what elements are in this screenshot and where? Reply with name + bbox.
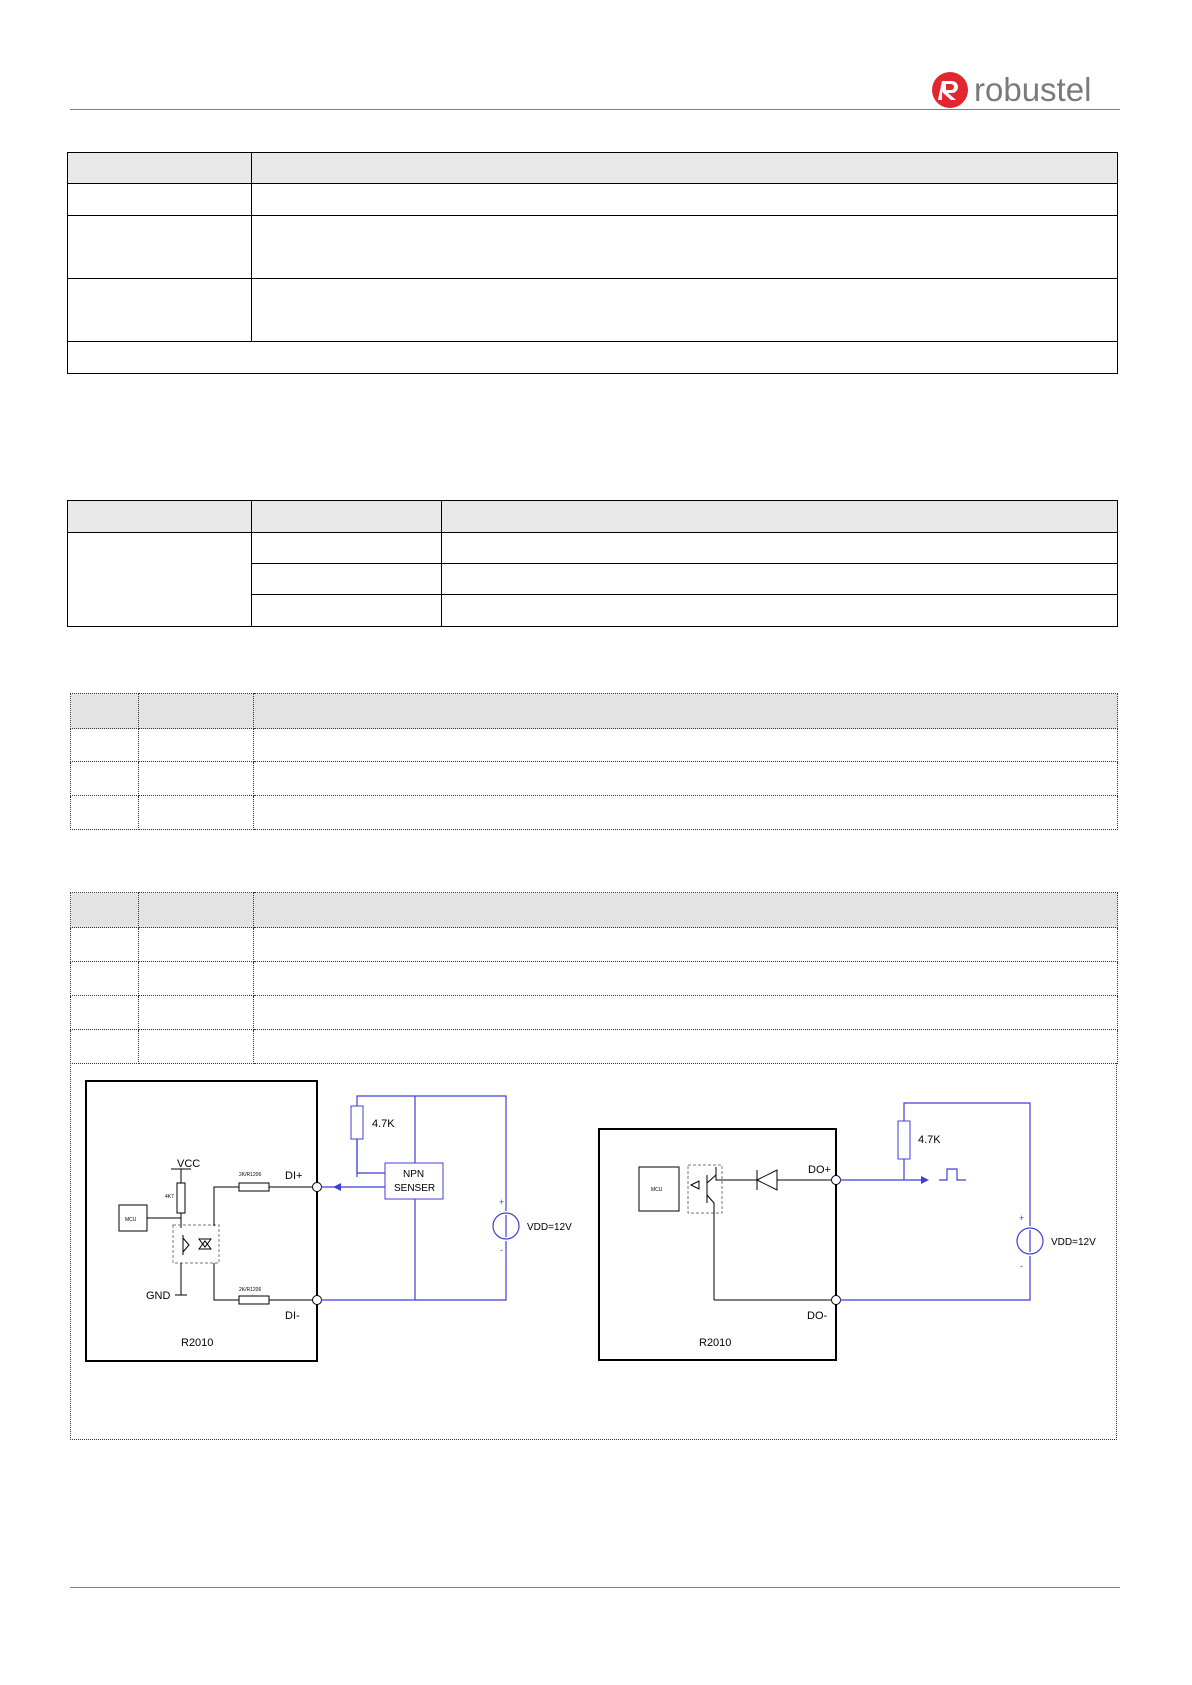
diode-do: [757, 1170, 777, 1190]
device-label-do: R2010: [699, 1337, 732, 1349]
vdd-minus-do: -: [1020, 1261, 1023, 1271]
di-minus-label: DI-: [285, 1310, 300, 1322]
pullup-resistor-do: [898, 1121, 910, 1159]
table-1: [67, 152, 1118, 374]
resistor-top: [239, 1183, 269, 1191]
di-plus-label: DI+: [285, 1170, 303, 1182]
footer-divider: [70, 1587, 1120, 1588]
table-2: [67, 500, 1118, 627]
table-4: [70, 892, 1118, 1064]
digital-input-diagram: [86, 1081, 572, 1361]
table-3: [70, 693, 1118, 830]
mcu-label-di: MCU: [125, 1217, 137, 1223]
bottom-rail-wire: [321, 1241, 506, 1300]
do-minus-terminal: [832, 1296, 841, 1305]
gnd-label: GND: [146, 1290, 171, 1302]
vdd-plus-di: +: [499, 1197, 505, 1207]
npn-label-line1: NPN: [403, 1169, 425, 1180]
brand-name: robustel: [974, 71, 1092, 108]
robustel-logo: [930, 70, 1120, 110]
npn-label-line2: SENSER: [394, 1183, 436, 1194]
do-minus-label: DO-: [807, 1310, 828, 1322]
table-row: [71, 796, 1118, 830]
table-row: [71, 962, 1118, 996]
res-bottom-label: 2K/R1206: [239, 1287, 262, 1293]
table-row: [68, 184, 1118, 216]
do-plus-terminal: [832, 1176, 841, 1185]
do-plus-label: DO+: [808, 1164, 831, 1176]
bottom-rail-wire-do: [840, 1256, 1030, 1300]
digital-output-diagram: [599, 1103, 1096, 1360]
mcu-label-do: MCU: [651, 1187, 663, 1193]
table-row: [71, 928, 1118, 962]
pullup-resistor-di: [351, 1106, 363, 1139]
r2010-box-do: [599, 1129, 836, 1360]
top-rail-wire-do: [904, 1103, 1030, 1226]
table-header-row: [68, 153, 1118, 184]
vdd-label-di: VDD=12V: [527, 1222, 572, 1233]
header-divider: [70, 109, 1120, 110]
device-label-di: R2010: [181, 1337, 214, 1349]
r2010-box-di: [86, 1081, 317, 1361]
table-row: [71, 996, 1118, 1030]
res-top-label: 2K/R1206: [239, 1172, 262, 1178]
vdd-plus-do: +: [1019, 1213, 1025, 1223]
vdd-minus-di: -: [500, 1245, 503, 1255]
opto-to-res-bottom-wire: [214, 1263, 239, 1300]
di-minus-terminal: [313, 1296, 322, 1305]
table-header-row: [71, 694, 1118, 729]
table-row: [68, 342, 1118, 374]
pullup-label-do: 4.7K: [918, 1134, 941, 1146]
optocoupler-di: [173, 1225, 219, 1263]
opto-led-do: [691, 1181, 699, 1189]
table-row: [71, 762, 1118, 796]
res-4k7-label: 4K7: [165, 1194, 174, 1200]
table-header-row: [68, 501, 1118, 533]
table-row: [68, 533, 1118, 564]
table-header-row: [71, 893, 1118, 928]
di-arrow-icon: [333, 1183, 341, 1191]
external-wiring-do: [840, 1103, 1030, 1300]
table-row: [68, 279, 1118, 342]
pulse-icon: [939, 1169, 966, 1180]
pullup-label-di: 4.7K: [372, 1118, 395, 1130]
resistor-bottom: [239, 1296, 269, 1304]
opto-to-res-top-wire: [214, 1187, 239, 1226]
vcc-label: VCC: [177, 1158, 201, 1170]
table-row: [68, 216, 1118, 279]
optocoupler-do: [688, 1165, 722, 1213]
opto-emitter-wire-do: [707, 1195, 714, 1300]
do-arrow-icon: [921, 1176, 929, 1184]
wiring-diagrams: [71, 1063, 1118, 1440]
table-row: [71, 729, 1118, 762]
resistor-4k7-inner: [177, 1183, 185, 1213]
opto-transistor: [183, 1238, 189, 1252]
di-plus-terminal: [313, 1183, 322, 1192]
opto-collector-do: [707, 1167, 716, 1183]
table-row: [71, 1030, 1118, 1064]
vdd-label-do: VDD=12V: [1051, 1237, 1096, 1248]
wiring-diagrams-cell: [70, 1063, 1117, 1440]
